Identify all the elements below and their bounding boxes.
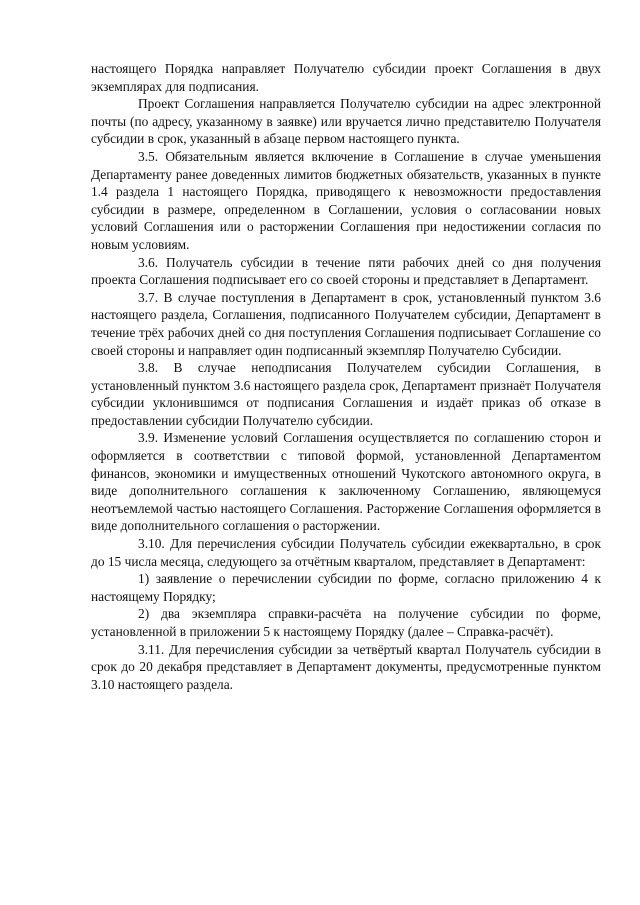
paragraph-draft-agreement-delivery: Проект Соглашения направляется Получателю субсидии на адрес электронной почты (по адресу, указанному в заявке) или вручается лично представителю Получателя субсидии в срок, указанный в абзаце первом настоящего пункта. <box>91 96 601 147</box>
list-item-1: 1) заявление о перечислении субсидии по форме, согласно приложению 4 к настоящему Порядку; <box>91 571 601 604</box>
paragraph-3-8: 3.8. В случае неподписания Получателем субсидии Соглашения, в установленный пунктом 3.6 настоящего раздела срок, Департамент признаёт Получателя субсидии уклонившимся от подписания Соглашения и издаёт приказ об отказе в предоставлении субсидии Получателю субсидии. <box>91 360 601 428</box>
paragraph-3-10: 3.10. Для перечисления субсидии Получатель субсидии ежеквартально, в срок до 15 числа месяца, следующего за отчётным кварталом, представляет в Департамент: <box>91 536 601 569</box>
paragraph-3-11: 3.11. Для перечисления субсидии за четвёртый квартал Получатель субсидии в срок до 20 декабря представляет в Департамент документы, предусмотренные пунктом 3.10 настоящего раздела. <box>91 641 601 692</box>
paragraph-3-7: 3.7. В случае поступления в Департамент в срок, установленный пунктом 3.6 настоящего раздела, Соглашения, подписанного Получателем субсидии, Департамент в течение трёх рабочих дней со дня поступления Соглашения подписывает Соглашение со своей стороны и направляет один подписанный экземпляр Получателю Субсидии. <box>91 289 601 358</box>
paragraph-3-5: 3.5. Обязательным является включение в Соглашение в случае уменьшения Департаменту ранее доведенных лимитов бюджетных обязательств, указанных в пункте 1.4 раздела 1 настоящего Порядка, приводящего к невозможности предоставления субсидии в размере, определенном в Соглашении, условия о согласовании новых условий Соглашения или о расторжении Соглашения при недостижении согласия по новым условиям. <box>91 148 601 252</box>
document-body <box>91 60 601 693</box>
paragraph-3-6: 3.6. Получатель субсидии в течение пяти рабочих дней со дня получения проекта Соглашения подписывает его со своей стороны и представляет в Департамент. <box>91 254 601 288</box>
paragraph-continuation: настоящего Порядка направляет Получателю субсидии проект Соглашения в двух экземплярах для подписания. <box>91 61 601 94</box>
paragraph-3-9: 3.9. Изменение условий Соглашения осуществляется по соглашению сторон и оформляется в соответствии с типовой формой, установленной Департаментом финансов, экономики и имущественных отношений Чукотского автономного округа, в виде дополнительного соглашения к заключенному Соглашению, являющемуся неотъемлемой частью настоящего Соглашения. Расторжение Соглашения оформляется в виде дополнительного соглашения о расторжении. <box>91 430 601 534</box>
list-item-2: 2) два экземпляра справки-расчёта на получение субсидии по форме, установленной в приложении 5 к настоящему Порядку (далее – Справка-расчёт). <box>91 606 601 639</box>
